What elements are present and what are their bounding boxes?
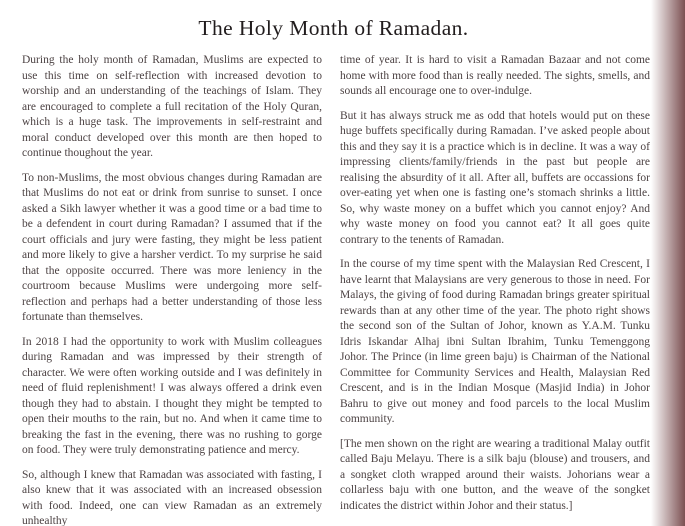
paragraph-left-4: So, although I knew that Ramadan was associated with fasting, I also knew that it was associated with an increased obsession with food. Indeed, one can view Ramadan as an extremely unhealthy [22, 468, 322, 526]
paragraph-right-1: time of year. It is hard to visit a Ramadan Bazaar and not come home with more food than is really needed. The sights, smells, and sounds all encourage one to over-indulge. [340, 54, 650, 97]
paragraph-left-3: In 2018 I had the opportunity to work with Muslim colleagues during Ramadan and was impressed by their strength of character. We were often working outside and I was definitely in need of fluid replenishment! I was always offered a drink even though they had to abstain. I thought they might be tempted to open their mouths to the rain, but no. And when it came time to breaking the fast in the evening, there was no rushing to gorge on food. They were truly demonstrating patience and mercy. [22, 335, 322, 456]
page-title: The Holy Month of Ramadan. [198, 16, 469, 40]
paragraph-right-3: In the course of my time spent with the Malaysian Red Crescent, I have learnt that Malaysians are very generous to those in need. For Malays, the giving of food during Ramadan brings greater spiritual rewards than at any other time of the year. The photo right shows the second son of the Sultan of Johor, known as Y.A.M. Tunku Idris Iskandar Alhaj ibni Sultan Ibrahim, Tunku Temenggong Johor. The Prince (in lime green baju) is Chairman of the National Committee for Community Services and Health, Malaysian Red Crescent, and is in the Indian Mosque (Masjid India) in Johor Bahru to give out money and food parcels to the local Muslim community. [340, 258, 650, 425]
right-column [340, 53, 650, 526]
paragraph-left-1: During the holy month of Ramadan, Muslims are expected to use this time on self-reflection with increased devotion to worship and an understanding of the teachings of Islam. They are encouraged to complete a full recitation of the Holy Quran, which is a huge task. The improvements in self-restraint and moral conduct developed over this month are then hoped to continue thoughout the year. [22, 54, 322, 159]
two-column-text-layout [0, 41, 685, 526]
paragraph-right-4: [The men shown on the right are wearing a traditional Malay outfit called Baju Melayu. There is a silk baju (blouse) and trousers, and a songket cloth wrapped around their waists. Johorians wear a collarless baju with one button, and the weave of the songket indicates the district within Johor and their status.] [340, 437, 650, 512]
paragraph-left-2: To non-Muslims, the most obvious changes during Ramadan are that Muslims do not eat or drink from sunrise to sunset. I once asked a Sikh lawyer whether it was a good time or a bad time to be a defendent in court during Ramadan? I assumed that if the court officials and jury were fasting, they might be less patient and more likely to give a harsher verdict. To my surprise he said that the opposite occurred. There was more leniency in the courtroom because Muslims were undergoing more self-reflection and perhaps had a better understanding of those less fortunate than themselves. [22, 171, 322, 323]
paragraph-right-2: But it has always struck me as odd that hotels would put on these huge buffets specifically during Ramadan. I’ve asked people about this and they say it is a practice which is in decline. It was a way of impressing clients/family/friends in the past but people are realising the absurdity of it all. After all, buffets are occassions for over-eating yet when one is fasting one’s stomach shrinks a little. So, why waste money on a buffet which you cannot enjoy? And why waste money on food you cannot eat? It all goes quite contrary to the tenents of Ramadan. [340, 109, 650, 246]
left-column [22, 53, 322, 526]
